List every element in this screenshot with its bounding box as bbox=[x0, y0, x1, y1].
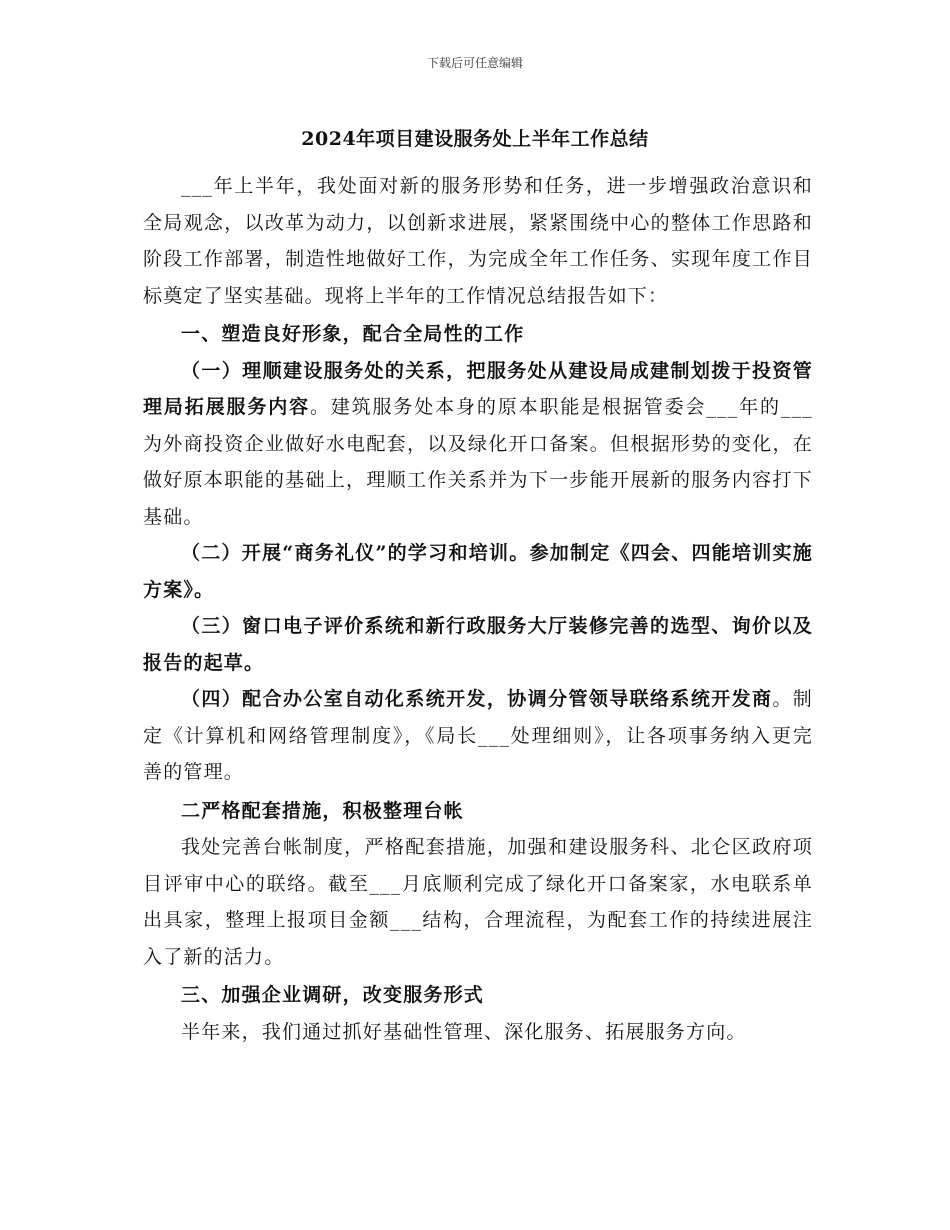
section-3-heading: 三、加强企业调研，改变服务形式 bbox=[181, 984, 485, 1006]
section-2-heading: 二严格配套措施，积极整理台帐 bbox=[181, 799, 464, 822]
section-1-heading: 一、塑造良好形象，配合全局性的工作 bbox=[181, 323, 525, 345]
section-1-item-2: （二）开展“商务礼仪”的学习和培训。参加制定《四会、四能培训实施方案》。 bbox=[143, 542, 813, 601]
section-1-item-4 bbox=[143, 681, 813, 791]
header-note: 下载后可任意编辑 bbox=[426, 56, 523, 70]
section-1-item-3: （三）窗口电子评价系统和新行政服务大厅装修完善的选型、询价以及报告的起草。 bbox=[143, 615, 813, 674]
item-4-lead: （四）配合办公室自动化系统开发，协调分管领导联络系统开发商 bbox=[181, 688, 773, 710]
section-1-item-1 bbox=[143, 353, 813, 536]
document-body bbox=[143, 168, 813, 1050]
intro-paragraph: ___年上半年，我处面对新的服务形势和任务，进一步增强政治意识和全局观念，以改革为动力，以创新求进展，紧紧围绕中心的整体工作思路和阶段工作部署，制造性地做好工作，为完成全年工作任务、实现年度工作目标奠定了坚实基础。现将上半年的工作情况总结报告如下： bbox=[143, 175, 813, 307]
item-4-text: 。制定《计算机和网络管理制度》，《局长___处理细则》，让各项事务纳入更完善的管理。 bbox=[143, 688, 813, 783]
item-1-lead: （一）理顺建设服务处的关系，把服务处从建设局成建制划拨于投资管理局拓展服务内容 bbox=[143, 359, 813, 418]
document-title: 2024年项目建设服务处上半年工作总结 bbox=[301, 128, 649, 150]
item-1-text: 。建筑服务处本身的原本职能是根据管委会___年的___为外商投资企业做好水电配套，以及绿化开口备案。但根据形势的变化，在做好原本职能的基础上，理顺工作关系并为下一步能开展新的服务内容打下基础。 bbox=[143, 396, 813, 528]
section-3-paragraph: 半年来，我们通过抓好基础性管理、深化服务、拓展服务方向。 bbox=[181, 1020, 747, 1043]
section-2-paragraph: 我处完善台帐制度，严格配套措施，加强和建设服务科、北仑区政府项目评审中心的联络。截至___月底顺利完成了绿化开口备案家，水电联系单出具家，整理上报项目金额___结构，合理流程，为配套工作的持续进展注入了新的活力。 bbox=[143, 836, 813, 968]
